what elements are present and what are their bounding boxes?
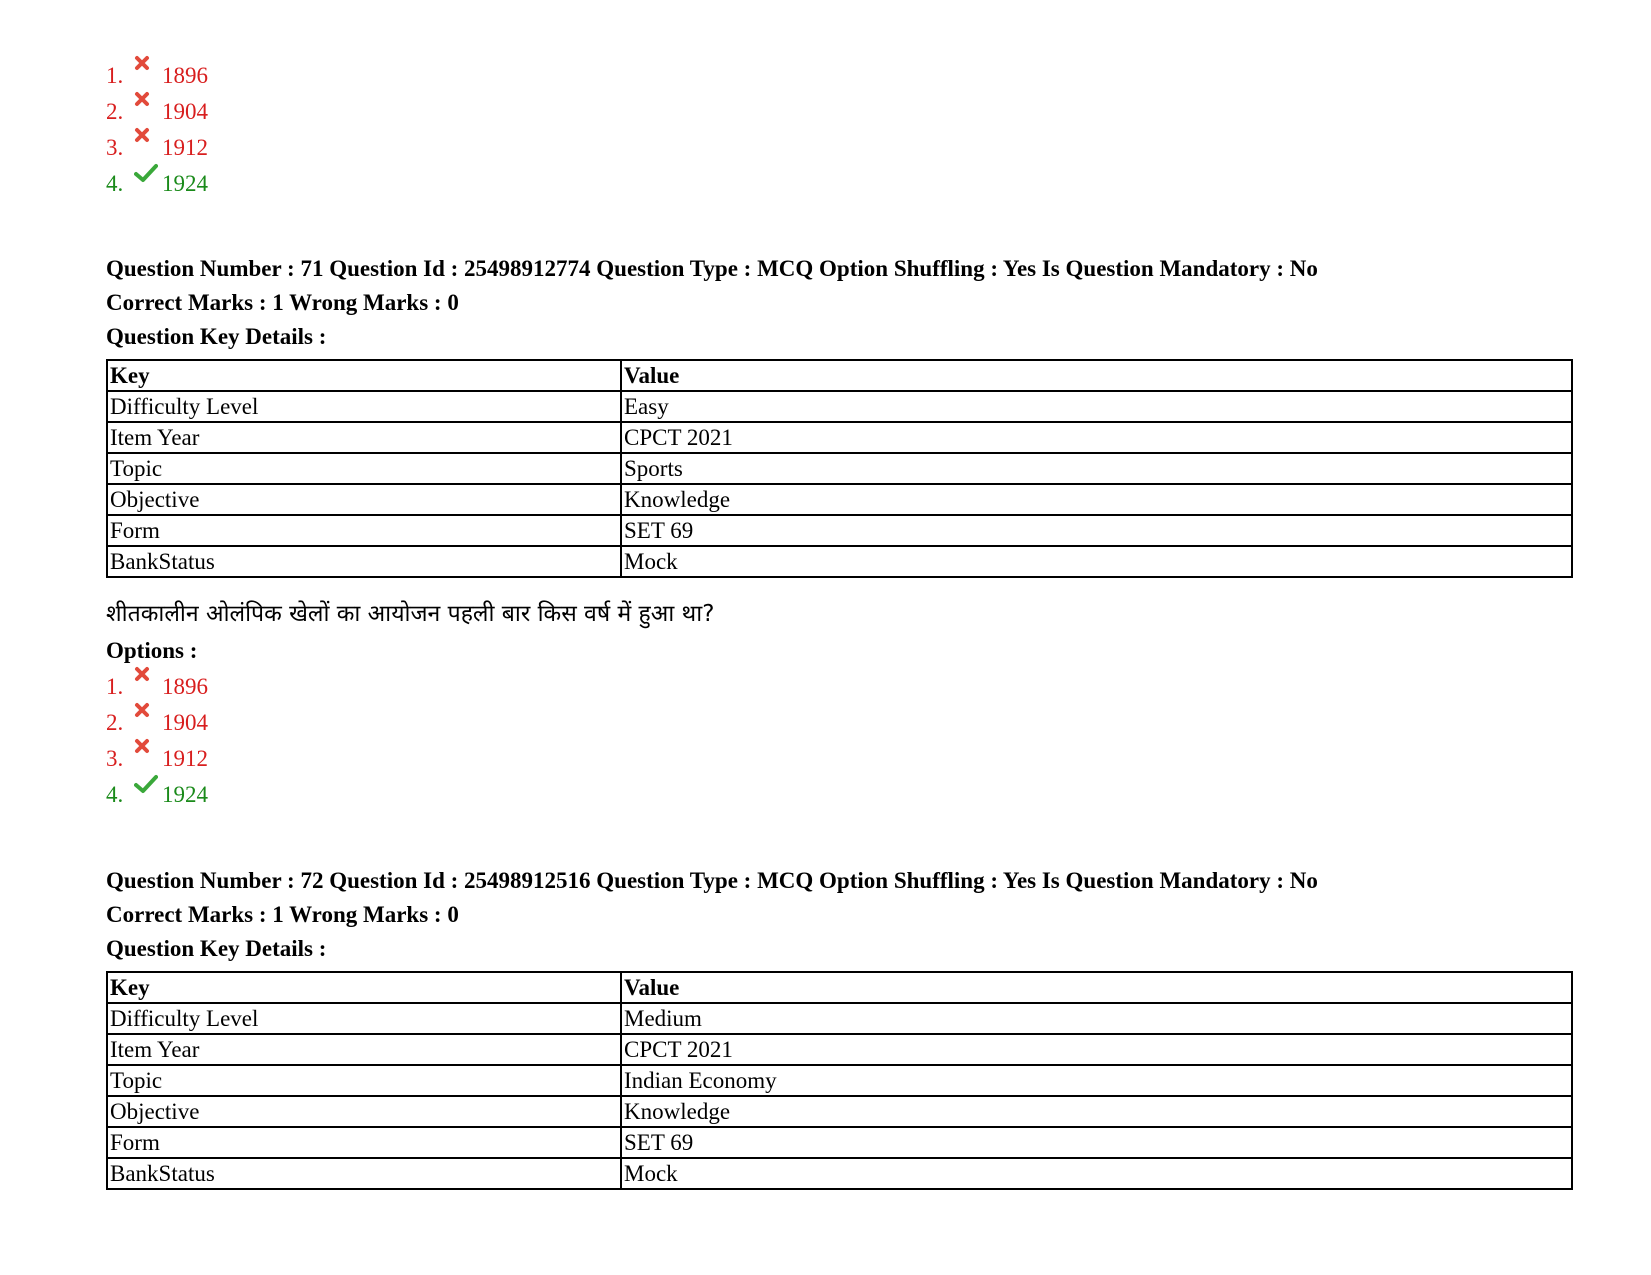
q71-options-list xyxy=(106,672,208,810)
q71-key-details-label: Question Key Details : xyxy=(106,324,327,349)
option-number: 4. xyxy=(106,782,124,807)
table-row xyxy=(107,1096,1572,1127)
q71-options-label: Options : xyxy=(106,638,198,663)
table-header-row xyxy=(107,360,1572,391)
header-key: Key xyxy=(107,360,621,391)
row-value: Indian Economy xyxy=(621,1065,1572,1096)
row-value: SET 69 xyxy=(621,1127,1572,1158)
q71-marks-line: Correct Marks : 1 Wrong Marks : 0 xyxy=(106,290,459,315)
option-number: 3. xyxy=(106,746,124,771)
option-number: 1. xyxy=(106,674,124,699)
row-value: Knowledge xyxy=(621,484,1572,515)
row-value: Mock xyxy=(621,546,1572,577)
option-text: 1924 xyxy=(162,782,208,807)
option-number: 1. xyxy=(106,63,124,88)
row-key: Item Year xyxy=(107,422,621,453)
option-item xyxy=(106,133,208,163)
table-header-row xyxy=(107,972,1572,1003)
table-row xyxy=(107,1034,1572,1065)
table-row xyxy=(107,453,1572,484)
row-key: Objective xyxy=(107,1096,621,1127)
row-value: SET 69 xyxy=(621,515,1572,546)
header-value: Value xyxy=(621,360,1572,391)
row-value: CPCT 2021 xyxy=(621,1034,1572,1065)
option-number: 2. xyxy=(106,710,124,735)
row-key: BankStatus xyxy=(107,546,621,577)
header-key: Key xyxy=(107,972,621,1003)
q71-meta-line1: Question Number : 71 Question Id : 25498912774 Question Type : MCQ Option Shuffling : Yes Is Question Mandatory : No xyxy=(106,256,1318,281)
table-row xyxy=(107,1158,1572,1189)
table-row xyxy=(107,515,1572,546)
header-value: Value xyxy=(621,972,1572,1003)
row-key: Item Year xyxy=(107,1034,621,1065)
option-item xyxy=(106,708,208,738)
row-value: Knowledge xyxy=(621,1096,1572,1127)
row-value: Medium xyxy=(621,1003,1572,1034)
option-item xyxy=(106,672,208,702)
table-row xyxy=(107,546,1572,577)
option-text: 1896 xyxy=(162,63,208,88)
option-number: 3. xyxy=(106,135,124,160)
option-item xyxy=(106,61,208,91)
q72-meta-line1: Question Number : 72 Question Id : 25498912516 Question Type : MCQ Option Shuffling : Yes Is Question Mandatory : No xyxy=(106,868,1318,893)
row-key: Topic xyxy=(107,453,621,484)
row-value: Mock xyxy=(621,1158,1572,1189)
option-item xyxy=(106,780,208,810)
table-row xyxy=(107,1065,1572,1096)
row-key: BankStatus xyxy=(107,1158,621,1189)
row-key: Form xyxy=(107,1127,621,1158)
option-text: 1912 xyxy=(162,746,208,771)
option-text: 1912 xyxy=(162,135,208,160)
row-value: CPCT 2021 xyxy=(621,422,1572,453)
option-text: 1924 xyxy=(162,171,208,196)
table-row xyxy=(107,1003,1572,1034)
option-number: 4. xyxy=(106,171,124,196)
q71-question-text: शीतकालीन ओलंपिक खेलों का आयोजन पहली बार किस वर्ष में हुआ था? xyxy=(106,601,715,627)
q71-key-details-table xyxy=(106,359,1573,578)
row-value: Easy xyxy=(621,391,1572,422)
option-item xyxy=(106,169,208,199)
option-number: 2. xyxy=(106,99,124,124)
option-text: 1904 xyxy=(162,99,208,124)
q72-marks-line: Correct Marks : 1 Wrong Marks : 0 xyxy=(106,902,459,927)
table-row xyxy=(107,1127,1572,1158)
row-key: Difficulty Level xyxy=(107,1003,621,1034)
row-key: Form xyxy=(107,515,621,546)
option-item xyxy=(106,97,208,127)
row-key: Difficulty Level xyxy=(107,391,621,422)
table-row xyxy=(107,422,1572,453)
option-text: 1896 xyxy=(162,674,208,699)
option-item xyxy=(106,744,208,774)
row-value: Sports xyxy=(621,453,1572,484)
table-row xyxy=(107,391,1572,422)
row-key: Topic xyxy=(107,1065,621,1096)
option-text: 1904 xyxy=(162,710,208,735)
row-key: Objective xyxy=(107,484,621,515)
q72-key-details-table xyxy=(106,971,1573,1190)
table-row xyxy=(107,484,1572,515)
prev-options-list xyxy=(106,61,208,199)
q72-key-details-label: Question Key Details : xyxy=(106,936,327,961)
